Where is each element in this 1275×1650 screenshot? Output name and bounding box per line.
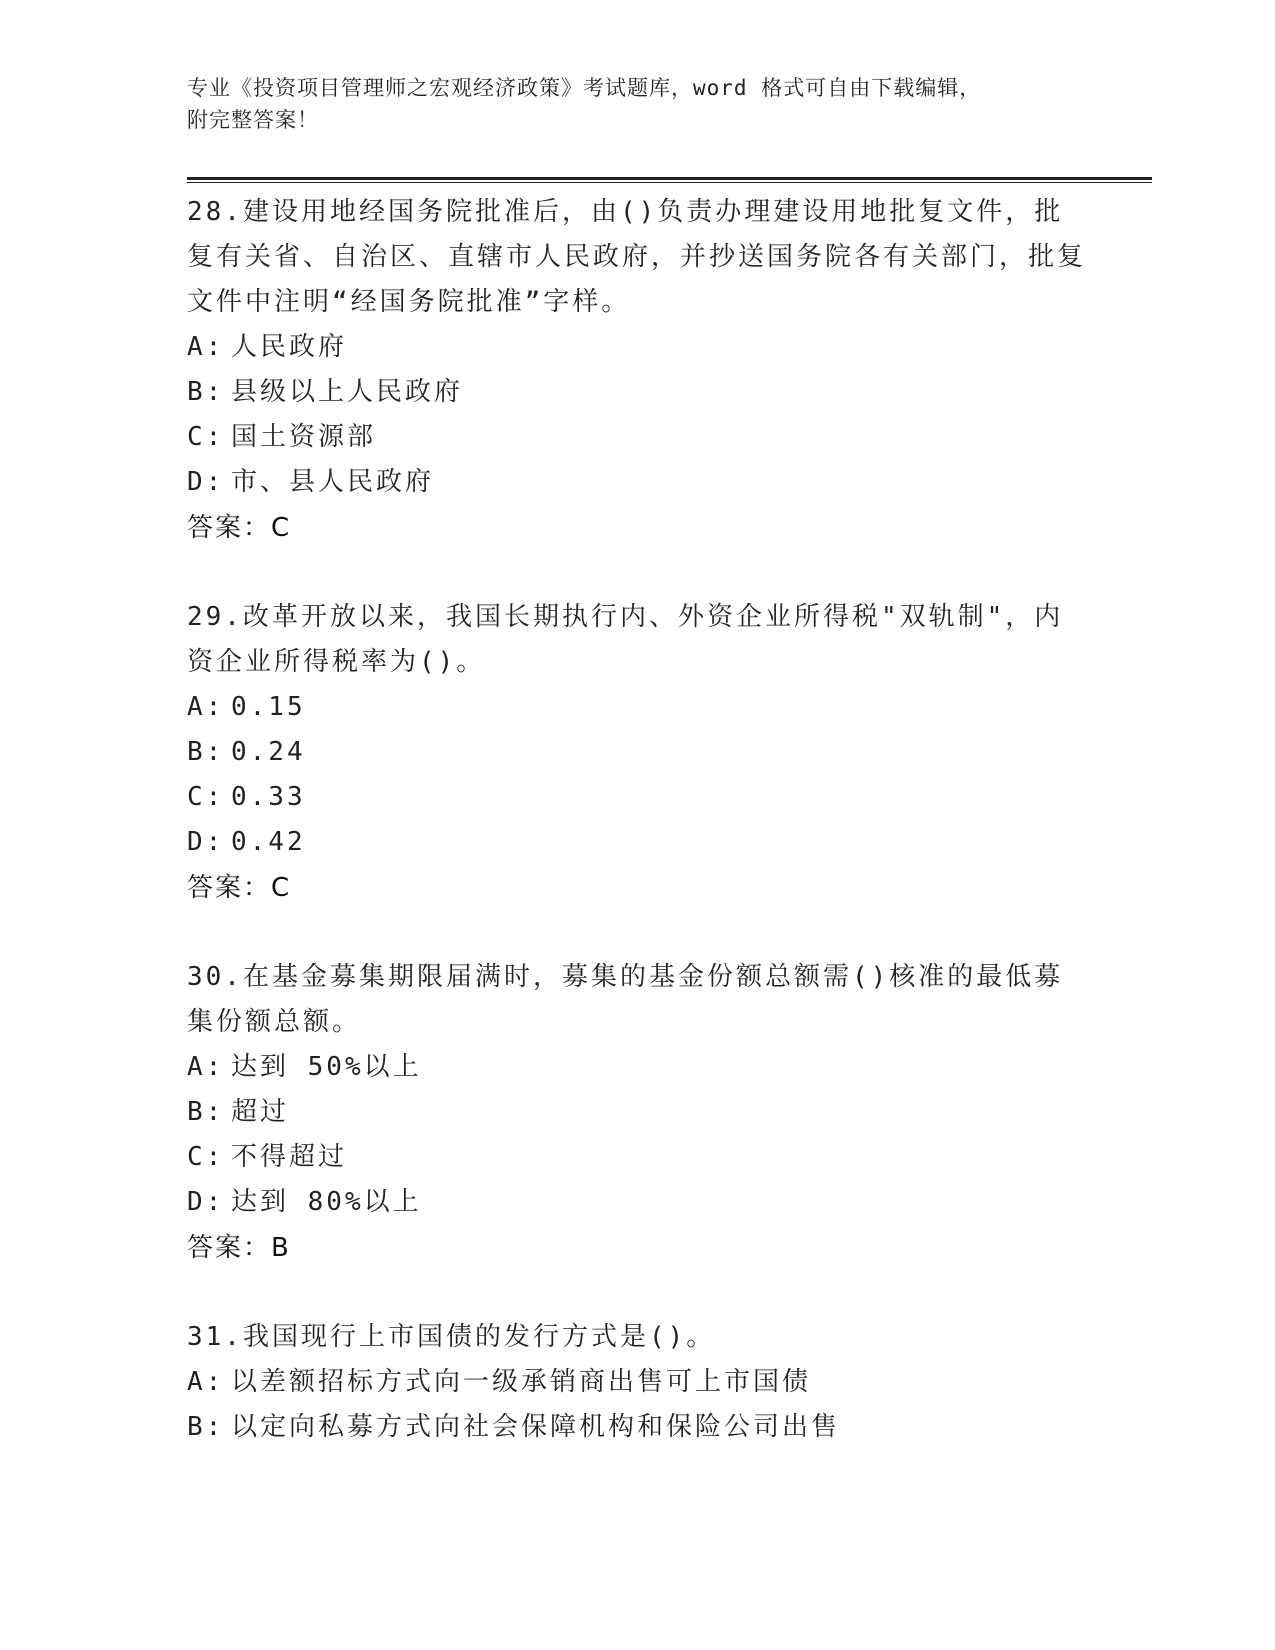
option-key: D: <box>187 827 225 857</box>
option-text: 超过 <box>231 1097 290 1127</box>
question-list <box>187 190 1087 1494</box>
option-d <box>187 820 1087 865</box>
option-key: D: <box>187 1187 225 1217</box>
option-text: 0.33 <box>231 782 306 812</box>
question-29 <box>187 595 1087 911</box>
question-28 <box>187 190 1087 551</box>
option-key: A: <box>187 332 225 362</box>
question-text: 30.在基金募集期限届满时，募集的基金份额总额需()核准的最低募集份额总额。 <box>187 962 1064 1037</box>
header-line-2: 附完整答案！ <box>187 108 319 132</box>
option-text: 0.15 <box>231 692 306 722</box>
option-key: B: <box>187 1097 225 1127</box>
option-text: 市、县人民政府 <box>231 467 435 497</box>
option-key: A: <box>187 1367 225 1397</box>
option-a <box>187 1360 1087 1405</box>
document-header <box>187 72 1057 136</box>
option-text: 达到 80%以上 <box>231 1187 422 1217</box>
option-key: B: <box>187 737 225 767</box>
header-divider-thin <box>187 182 1152 183</box>
option-key: C: <box>187 1142 225 1172</box>
question-text: 28.建设用地经国务院批准后，由()负责办理建设用地批复文件，批复有关省、自治区、直辖市人民政府，并抄送国务院各有关部门，批复文件中注明“经国务院批准”字样。 <box>187 197 1087 317</box>
option-b <box>187 1405 1087 1450</box>
option-text: 不得超过 <box>231 1142 348 1172</box>
question-text: 29.改革开放以来，我国长期执行内、外资企业所得税"双轨制"，内资企业所得税率为()。 <box>187 602 1064 677</box>
option-d <box>187 1180 1087 1225</box>
option-text: 达到 50%以上 <box>231 1052 422 1082</box>
option-key: C: <box>187 422 225 452</box>
answer: 答案：C <box>187 513 292 543</box>
option-c <box>187 775 1087 820</box>
option-b <box>187 730 1087 775</box>
option-text: 县级以上人民政府 <box>231 377 464 407</box>
option-key: B: <box>187 1412 225 1442</box>
option-b <box>187 370 1087 415</box>
option-a <box>187 685 1087 730</box>
option-text: 0.24 <box>231 737 306 767</box>
option-text: 国土资源部 <box>231 422 377 452</box>
question-31 <box>187 1315 1087 1450</box>
option-text: 以差额招标方式向一级承销商出售可上市国债 <box>231 1367 812 1397</box>
option-c <box>187 415 1087 460</box>
option-key: A: <box>187 692 225 722</box>
answer: 答案：B <box>187 1233 291 1263</box>
question-30 <box>187 955 1087 1271</box>
question-text: 31.我国现行上市国债的发行方式是()。 <box>187 1322 716 1352</box>
option-key: B: <box>187 377 225 407</box>
option-text: 以定向私募方式向社会保障机构和保险公司出售 <box>231 1412 841 1442</box>
option-d <box>187 460 1087 505</box>
option-b <box>187 1090 1087 1135</box>
option-key: C: <box>187 782 225 812</box>
option-key: D: <box>187 467 225 497</box>
header-divider-thick <box>187 177 1152 180</box>
option-a <box>187 325 1087 370</box>
option-text: 0.42 <box>231 827 306 857</box>
header-line-1: 专业《投资项目管理师之宏观经济政策》考试题库，word 格式可自由下载编辑， <box>187 76 982 100</box>
option-text: 人民政府 <box>231 332 348 362</box>
option-a <box>187 1045 1087 1090</box>
option-c <box>187 1135 1087 1180</box>
answer: 答案：C <box>187 873 292 903</box>
option-key: A: <box>187 1052 225 1082</box>
